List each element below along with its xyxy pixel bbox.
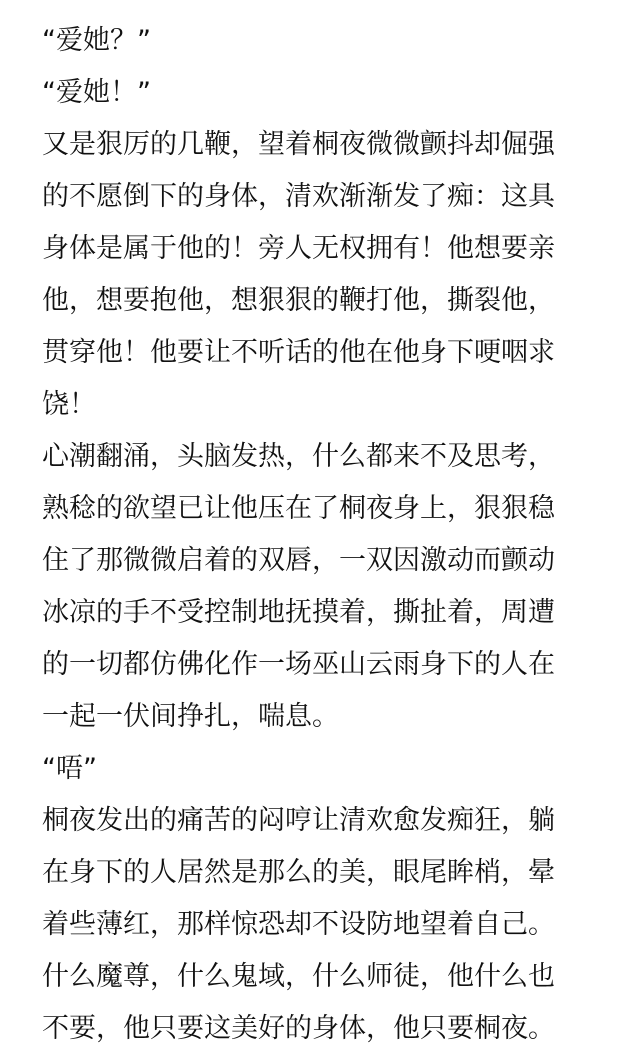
text-line: 贯穿他！他要让不听话的他在他身下哽咽求 [42, 337, 555, 368]
text-line: 一起一伏间挣扎，喘息。 [42, 701, 339, 732]
text-line: 不要，他只要这美好的身体，他只要桐夜。 [42, 1013, 555, 1044]
text-line: 又是狠厉的几鞭，望着桐夜微微颤抖却倔强 [42, 129, 555, 160]
text-line: “爱她？” [42, 25, 151, 56]
text-line: 他，想要抱他，想狠狠的鞭打他，撕裂他， [42, 285, 555, 316]
text-line: 什么魔尊，什么鬼域，什么师徒，他什么也 [42, 961, 555, 992]
text-line: 饶！ [42, 389, 96, 420]
text-line: 的一切都仿佛化作一场巫山云雨身下的人在 [42, 649, 555, 680]
text-line: 在身下的人居然是那么的美，眼尾眸梢，晕 [42, 857, 555, 888]
text-line: 身体是属于他的！旁人无权拥有！他想要亲 [42, 233, 555, 264]
text-line: “唔” [42, 753, 97, 784]
text-line: 的不愿倒下的身体，清欢渐渐发了痴：这具 [42, 181, 555, 212]
text-line: 心潮翻涌，头脑发热，什么都来不及思考， [42, 441, 555, 472]
text-line: 着些薄红，那样惊恐却不设防地望着自己。 [42, 909, 555, 940]
text-line: “爱她！” [42, 77, 151, 108]
text-line: 冰凉的手不受控制地抚摸着，撕扯着，周遭 [42, 597, 555, 628]
text-line: 桐夜发出的痛苦的闷哼让清欢愈发痴狂，躺 [42, 805, 555, 836]
text-line: 住了那微微启着的双唇，一双因激动而颤动 [42, 545, 555, 576]
text-line: 熟稔的欲望已让他压在了桐夜身上，狠狠稳 [42, 493, 555, 524]
